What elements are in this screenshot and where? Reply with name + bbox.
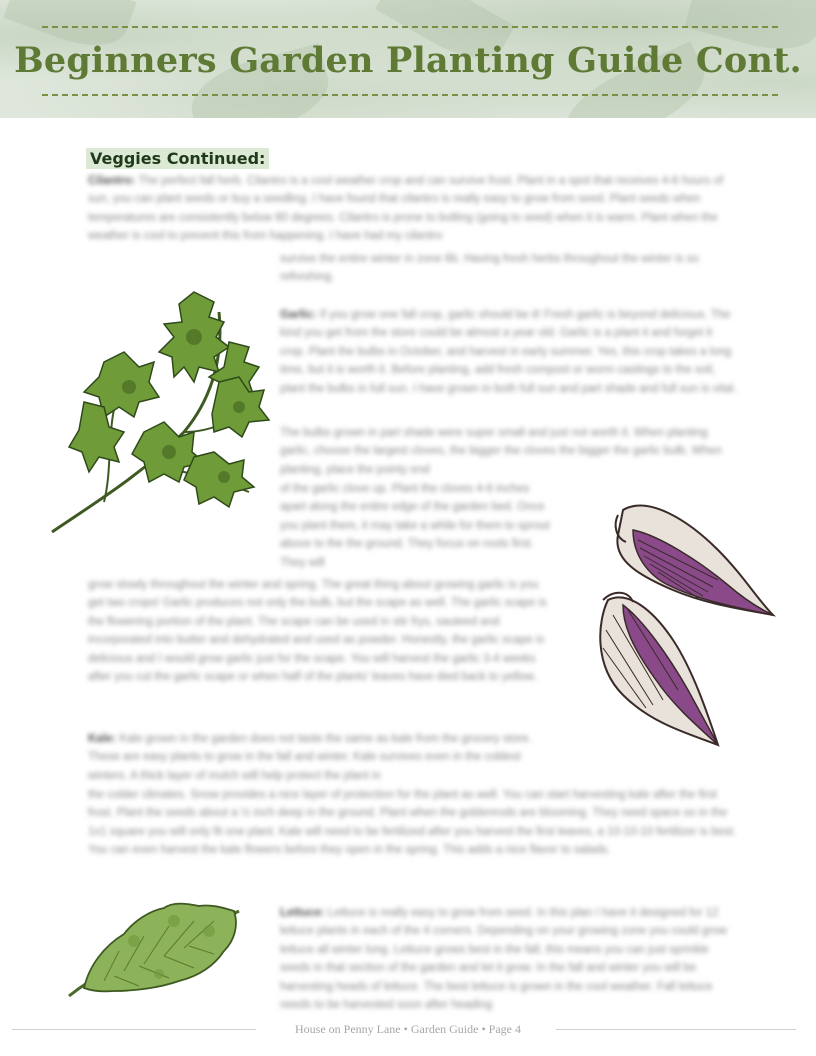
garlic-cloves-illustration-icon [578,490,778,750]
kale-leaf-illustration-icon [64,896,244,1006]
page-title: Beginners Garden Planting Guide Cont. [14,40,802,81]
cilantro-illustration-icon [44,282,274,542]
header-banner [0,0,816,118]
bottom-dashed-rule [42,94,778,96]
page-footer: House on Penny Lane • Garden Guide • Page 4 [294,1022,521,1036]
top-dashed-rule [42,26,778,28]
cilantro-paragraph: Cilantro: The perfect fall herb. Cilantro is a cool weather crop and can survive frost. Plant in a spot that receives 4-6 hours of sun, you can plant seeds or buy a seedling. I have found that cilantro is really easy to grow from seed. Plant seeds when temperatures are consistently below 80 degrees. Cilantro is prone to bolting (going to seed) when it is warm. Plant when the weather is cool to prevent this from happening. I have had my cilantro [88,175,724,243]
cilantro-paragraph-cont: survive the entire winter in zone 6b. Having fresh herbs throughout the winter is so refreshing. [280,253,699,284]
lettuce-paragraph: Lettuce: Lettuce is really easy to grow from seed. In this plan I have it designed for 12 lettuce plants in each of the 4 corners. Depending on your growing zone you could grow lettuce all winter long. Lettuce grows best in the fall, this means you can just sprinkle seeds in that section of the garden and let it grow. In the fall and winter you will be harvesting heads of lettuce. The best lettuce is grown in the cool weather. Fall lettuce needs to be harvested soon after heading [280,907,727,1012]
garlic-paragraph-d: grow slowly throughout the winter and spring. The great thing about growing garlic is you get two crops! Garlic produces not only the bulb, but the scape as well. The garlic scape is the flowering portion of the plant. The scape can be used in stir frys, sauteed and incorporated into butter and dehydrated and used as powder. Honestly, the garlic scape is delicious and I would grow garlic just for the scape. You will harvest the garlic 3-4 weeks after you cut the garlic scape or when half of the plants' leaves have died back to yellow. [88,579,547,684]
garlic-paragraph-c: of the garlic clove up. Plant the cloves 4-6 inches apart along the entire edge of the garden bed. Once you plant them, it may take a while for them to sprout above to the the ground. They focus on roots first. They will [280,483,550,569]
garlic-paragraph-a: Garlic: If you grow one fall crop, garlic should be it! Fresh garlic is beyond delicious. The kind you get from the store could be almost a year old. Garlic is a plant it and forget it crop. Plant the bulbs in October, and harvest in early summer. Yes, this crop takes a long time, but it is worth it. Before planting, add fresh compost or worm castings to the soil, plant the bulbs in full sun. I have grown in both full sun and part shade and full sun is vital. [280,309,737,395]
garlic-paragraph-b: The bulbs grown in part shade were super small and just not worth it. When planting garlic, choose the largest cloves, the bigger the cloves the bigger the garlic bulb. When planting, place the pointy end [280,427,722,476]
kale-paragraph-b: the colder climates. Snow provides a nice layer of protection for the plant as well. You can start harvesting kale after the first frost. Plant the seeds about a ½ inch deep in the ground. Plant when the goldenrods are blooming. They need space so in the 1x1 square you will only fit one plant. Kale will need to be fertilized after you harvest the first leaves, a 10-10-10 fertilizer is best. You can even harvest the kale flowers before they open in the spring. This adds a nice flavor to salads. [88,789,737,857]
kale-paragraph-a: Kale: Kale grown in the garden does not taste the same as kale from the grocery store. These are easy plants to grow in the fall and winter. Kale survives even in the coldest winters. A thick layer of mulch will help protect the plant in [88,733,532,782]
section-heading: Veggies Continued: [86,148,269,169]
